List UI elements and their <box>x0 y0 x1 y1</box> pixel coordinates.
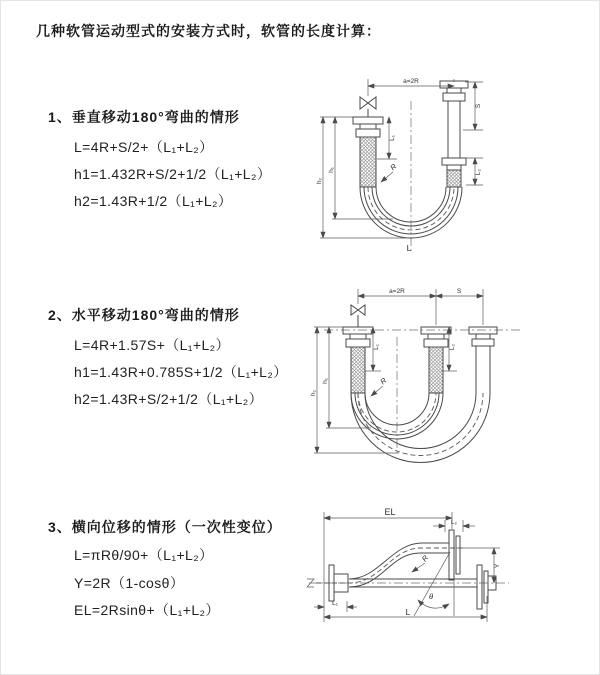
section-2-heading: 2、水平移动180°弯曲的情形 <box>48 307 240 323</box>
valve-icon <box>360 97 376 117</box>
dim-label-theta: θ <box>428 592 434 601</box>
s-curve-hose <box>316 543 466 587</box>
right-pipe <box>442 101 466 170</box>
section-3-formula-EL: EL=2Rsinθ+（L₁+L₂） <box>74 602 220 618</box>
upper-flange <box>449 530 460 580</box>
diagram-lateral-displacement <box>304 504 599 646</box>
right-braided-hose <box>447 170 461 187</box>
dim-label-l2: L₂ <box>475 168 482 176</box>
dim-label-l2: L₂ <box>450 519 458 526</box>
dim-label-l1: L₁ <box>389 135 396 141</box>
left-braided-hose <box>360 137 376 187</box>
dim-label-l1: L₁ <box>373 344 380 350</box>
section-3-formula-L: L=πRθ/90+（L₁+L₂） <box>74 547 214 563</box>
dim-label-s: S <box>456 288 462 295</box>
dim-label-r: R <box>388 161 399 173</box>
dim-label-l1: L₁ <box>332 600 338 607</box>
dim-label-l: L <box>406 243 412 253</box>
dim-label-h2: h₂ <box>316 177 323 185</box>
section-1-formula-L: L=4R+S/2+（L₁+L₂） <box>74 139 214 155</box>
dim-label-l2: L₂ <box>449 343 456 351</box>
right-flange <box>469 327 497 393</box>
dim-label-l: L <box>405 607 411 617</box>
section-1-formula-h2: h2=1.43R+1/2（L₁+L₂） <box>74 193 233 209</box>
dim-label-a2r: a=2R <box>403 78 419 85</box>
dim-label-r: R <box>419 553 431 564</box>
section-2-formula-L: L=4R+1.57S+（L₁+L₂） <box>74 337 230 353</box>
u-bends <box>351 393 490 463</box>
page-title: 几种软管运动型式的安装方式时，软管的长度计算： <box>36 23 381 39</box>
diagram-horizontal-180-bend <box>309 283 594 473</box>
section-1-heading: 1、垂直移动180°弯曲的情形 <box>48 109 240 125</box>
diagram-vertical-180-bend <box>313 73 583 261</box>
left-braided-hose <box>351 347 365 393</box>
section-3-formula-Y: Y=2R（1-cosθ） <box>74 575 185 591</box>
dim-label-y: Y <box>494 563 501 569</box>
dim-label-h2: h₂ <box>310 389 317 397</box>
dim-label-r: R <box>378 375 389 387</box>
angle-construction <box>412 552 454 616</box>
dim-label-el: EL <box>384 507 396 517</box>
right-flange <box>477 565 496 609</box>
dim-label-h1: h₁ <box>322 378 329 384</box>
section-3-heading: 3、横向位移的情形（一次性变位） <box>48 519 282 535</box>
dim-label-s: S <box>475 103 482 109</box>
dim-label-a2r: a=2R <box>389 288 405 295</box>
right-flange-top <box>440 81 468 101</box>
dimensions <box>314 507 501 622</box>
dim-label-h1: h₁ <box>328 167 335 173</box>
valve-icon <box>351 305 365 327</box>
middle-braided-hose <box>429 347 443 393</box>
dimensions <box>310 288 483 453</box>
section-1-formula-h1: h1=1.432R+S/2+1/2（L₁+L₂） <box>74 166 272 182</box>
section-2-formula-h2: h2=1.43R+S/2+1/2（L₁+L₂） <box>74 391 264 407</box>
section-2-formula-h1: h1=1.43R+0.785S+1/2（L₁+L₂） <box>74 364 288 380</box>
left-flange <box>353 117 383 137</box>
